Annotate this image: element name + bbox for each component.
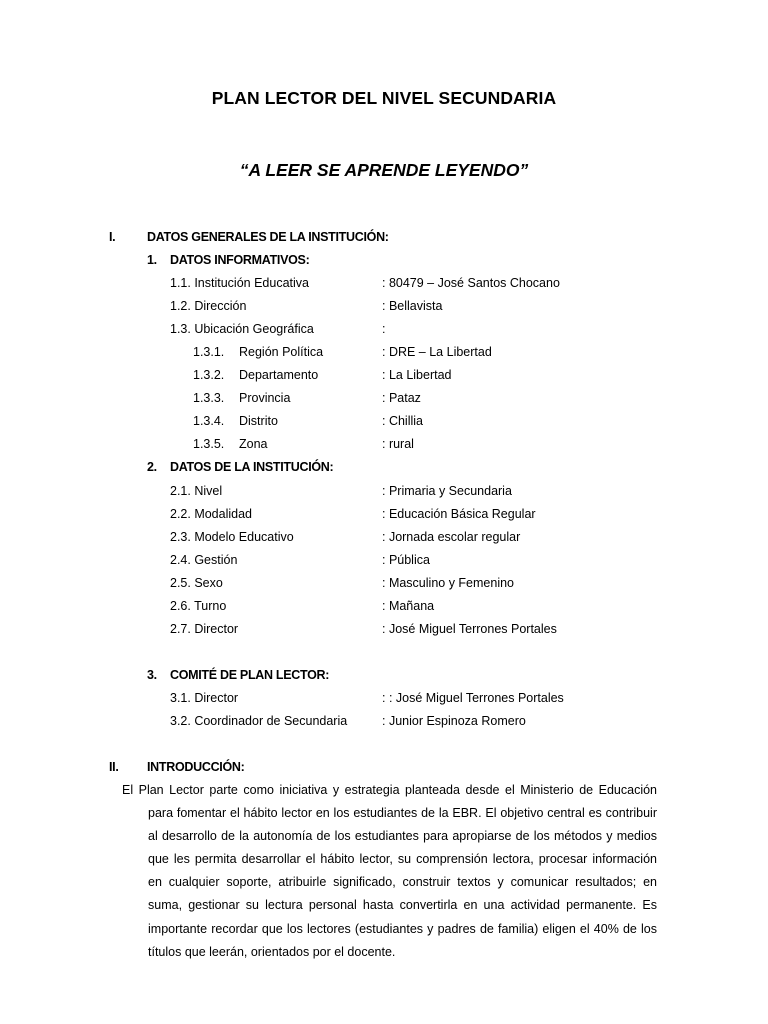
field-value: : Masculino y Femenino bbox=[382, 576, 515, 590]
subsection-3-number: 3. bbox=[147, 668, 157, 682]
field-value: : Primaria y Secundaria bbox=[382, 484, 512, 498]
field-label: 2.1. Nivel bbox=[170, 484, 223, 498]
field-label: 1.3. Ubicación Geográfica bbox=[170, 322, 314, 336]
field-label: Departamento bbox=[239, 368, 319, 382]
field-value: : Educación Básica Regular bbox=[382, 507, 536, 521]
field-value: : Pública bbox=[382, 553, 430, 567]
field-label: 2.3. Modelo Educativo bbox=[170, 530, 294, 544]
geo-number: 1.3.2. bbox=[193, 368, 225, 382]
field-label: 3.2. Coordinador de Secundaria bbox=[170, 714, 348, 728]
subsection-2-number: 2. bbox=[147, 460, 157, 474]
geo-number: 1.3.1. bbox=[193, 345, 225, 359]
field-label: 2.7. Director bbox=[170, 622, 239, 636]
introduction-paragraph: El Plan Lector parte como iniciativa y estrategia planteada desde el Ministerio de Educación para fomentar el hábito lector en los estudiantes de la EBR. El objetivo central es contribuir al desarrollo de la autonomía de los estudiantes para apropiarse de los métodos y medios que les permita desarrollar el hábito lector, su comprensión lectora, procesar información en cualquier soporte, atribuirle significado, construir textos y comunicar resultados; en suma, gestionar su lectura personal hasta convertirla en una actividad permanente. Es importante recordar que los lectores (estudiantes y padres de familia) eligen el 40% de los títulos que leerán, orientados por el docente. bbox=[122, 783, 657, 959]
field-value: : Bellavista bbox=[382, 299, 443, 313]
section-1-heading: DATOS GENERALES DE LA INSTITUCIÓN: bbox=[147, 230, 389, 244]
subsection-2-heading: DATOS DE LA INSTITUCIÓN: bbox=[170, 460, 334, 474]
field-value: : Junior Espinoza Romero bbox=[382, 714, 526, 728]
field-label: Provincia bbox=[239, 391, 291, 405]
field-label: 2.6. Turno bbox=[170, 599, 227, 613]
geo-number: 1.3.3. bbox=[193, 391, 225, 405]
geo-number: 1.3.5. bbox=[193, 437, 225, 451]
field-label: Zona bbox=[239, 437, 268, 451]
field-label: 2.5. Sexo bbox=[170, 576, 223, 590]
field-value: : rural bbox=[382, 437, 414, 451]
document-title: PLAN LECTOR DEL NIVEL SECUNDARIA bbox=[211, 88, 557, 108]
field-label: 2.4. Gestión bbox=[170, 553, 238, 567]
subsection-1-heading: DATOS INFORMATIVOS: bbox=[170, 253, 310, 267]
field-value: : La Libertad bbox=[382, 368, 452, 382]
field-value: : José Miguel Terrones Portales bbox=[382, 622, 557, 636]
subsection-3-heading: COMITÉ DE PLAN LECTOR: bbox=[170, 668, 330, 682]
section-1-numeral: I. bbox=[109, 230, 116, 244]
field-label: 3.1. Director bbox=[170, 691, 239, 705]
field-value: : Chillia bbox=[382, 414, 423, 428]
field-label: 1.2. Dirección bbox=[170, 299, 247, 313]
geo-number: 1.3.4. bbox=[193, 414, 225, 428]
section-2-heading: INTRODUCCIÓN: bbox=[147, 760, 245, 774]
field-value: : Pataz bbox=[382, 391, 421, 405]
field-value: : : José Miguel Terrones Portales bbox=[382, 691, 564, 705]
field-label: Distrito bbox=[239, 414, 278, 428]
field-value: : Jornada escolar regular bbox=[382, 530, 521, 544]
field-value: : DRE – La Libertad bbox=[382, 345, 492, 359]
field-value: : Mañana bbox=[382, 599, 435, 613]
field-label: Región Política bbox=[239, 345, 324, 359]
field-value: : 80479 – José Santos Chocano bbox=[382, 276, 560, 290]
field-label: 2.2. Modalidad bbox=[170, 507, 253, 521]
field-label: 1.1. Institución Educativa bbox=[170, 276, 309, 290]
document-subtitle: “A LEER SE APRENDE LEYENDO” bbox=[239, 160, 529, 180]
field-value: : bbox=[382, 322, 386, 336]
subsection-1-number: 1. bbox=[147, 253, 157, 267]
section-2-numeral: II. bbox=[109, 760, 119, 774]
